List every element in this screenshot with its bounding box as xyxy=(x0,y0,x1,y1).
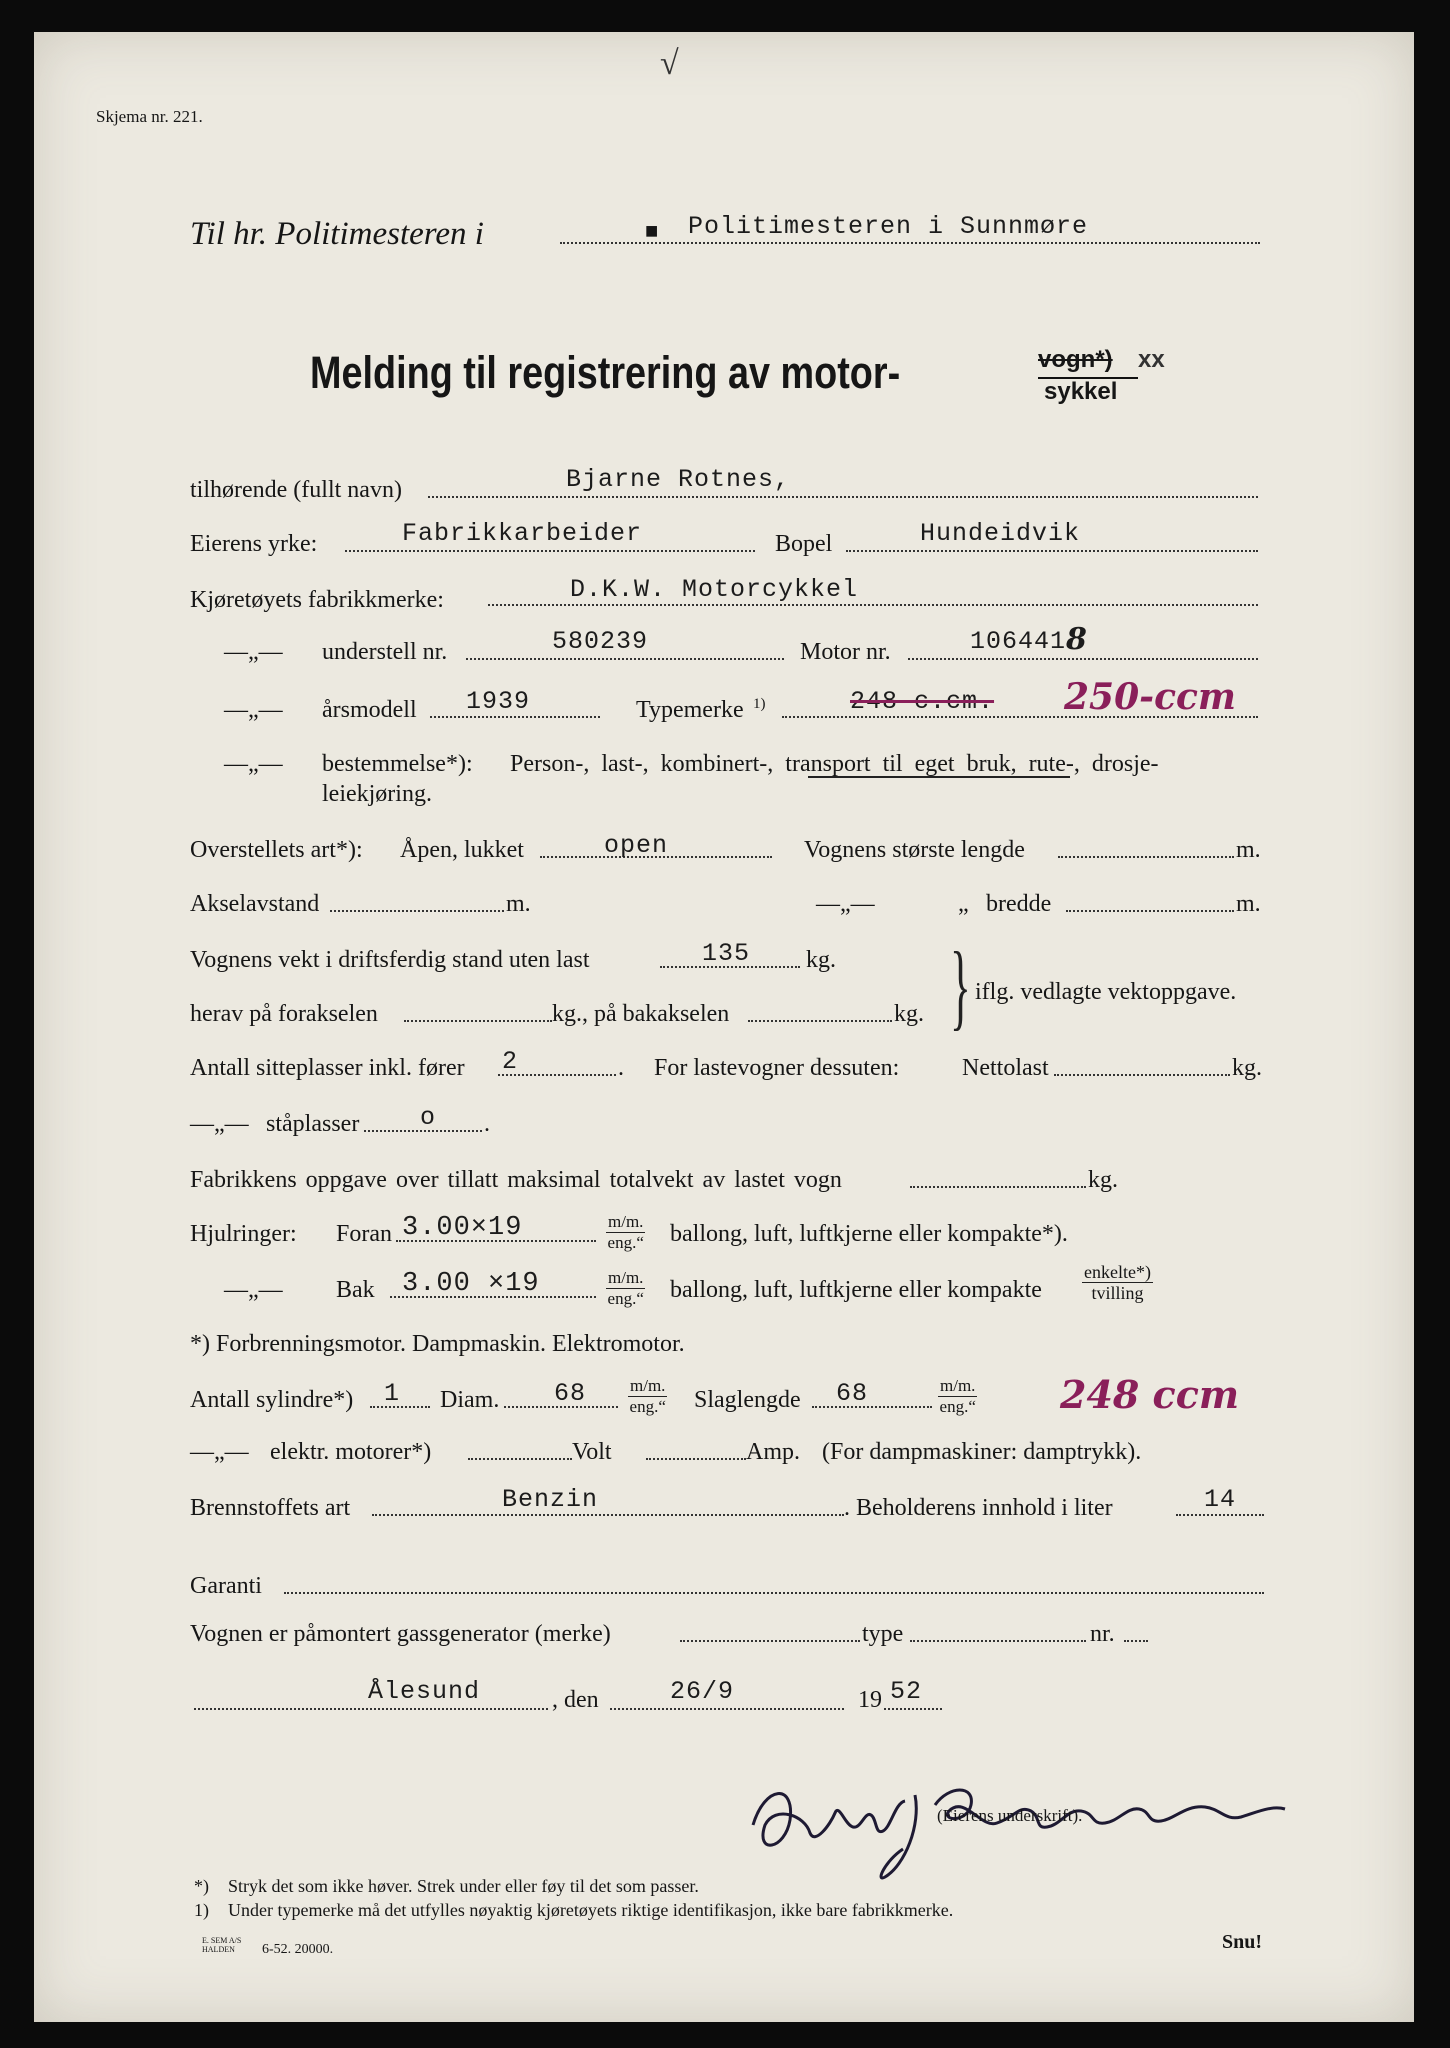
fuel-line xyxy=(372,1514,844,1516)
type-handwritten-value[interactable]: 250-ccm xyxy=(1064,676,1237,718)
fuel-label: Brennstoffets art xyxy=(190,1495,351,1521)
body-value[interactable]: open xyxy=(604,831,669,860)
motor-corrected-digit: 8 xyxy=(1066,622,1087,657)
residence-value[interactable]: Hundeidvik xyxy=(920,519,1081,548)
motor-label: Motor nr. xyxy=(800,639,891,665)
gas-nr-line xyxy=(1124,1640,1148,1642)
single-twin-option: enkelte*) tvilling xyxy=(1084,1262,1151,1303)
type-struck-value: 248 c.cm. xyxy=(850,687,995,716)
front-wheel-label: Foran xyxy=(336,1221,392,1247)
turn-over-note: Snu! xyxy=(1222,1931,1263,1953)
engine-types-note: *) Forbrenningsmotor. Dampmaskin. Elektromotor. xyxy=(190,1331,685,1357)
steam-note: (For dampmaskiner: damptrykk). xyxy=(822,1439,1142,1465)
stroke-line xyxy=(812,1406,932,1408)
stroke-value[interactable]: 68 xyxy=(836,1379,869,1408)
wheels-label: Hjulringer: xyxy=(190,1221,297,1247)
year-value[interactable]: 1939 xyxy=(466,687,531,716)
axle-unit: m. xyxy=(506,891,531,917)
occupation-label: Eierens yrke: xyxy=(190,531,318,557)
axle-label: Akselavstand xyxy=(190,891,320,917)
gas-type-line xyxy=(910,1640,1086,1642)
stroke-label: Slaglengde xyxy=(694,1387,801,1413)
diameter-value[interactable]: 68 xyxy=(554,1379,587,1408)
front-axle-line xyxy=(404,1020,552,1022)
max-weight-unit: kg. xyxy=(1088,1167,1118,1193)
fuel-value[interactable]: Benzin xyxy=(502,1485,599,1514)
printer-code: 6-52. 20000. xyxy=(262,1942,334,1957)
amp-line xyxy=(646,1458,746,1460)
weight-brace: } xyxy=(950,932,971,1039)
year-prefix: 19 xyxy=(858,1687,882,1713)
form-number: Skjema nr. 221. xyxy=(96,107,203,126)
front-axle-label: herav på forakselen xyxy=(190,1001,378,1027)
stroke-unit: m/m. eng.“ xyxy=(939,1376,976,1416)
ditto-purpose: —„— xyxy=(224,751,283,777)
motor-line xyxy=(908,658,1258,660)
date-year-value[interactable]: 52 xyxy=(890,1677,923,1706)
standing-label: ståplasser xyxy=(266,1111,360,1137)
year-line xyxy=(430,716,600,718)
check-mark: √ xyxy=(660,45,679,82)
weight-note: iflg. vedlagte vektoppgave. xyxy=(975,979,1237,1005)
rear-wheel-label: Bak xyxy=(336,1277,375,1303)
tank-value[interactable]: 14 xyxy=(1204,1485,1237,1514)
front-wheel-unit: m/m. eng.“ xyxy=(607,1212,644,1252)
body-label: Overstellets art*): xyxy=(190,837,363,863)
diameter-label: Diam. xyxy=(440,1387,500,1413)
addressee-line xyxy=(560,242,1260,244)
printer-name: E. SEM A/S xyxy=(202,1936,242,1945)
place-line xyxy=(194,1708,548,1710)
footnote-2-text: Under typemerke må det utfylles nøyaktig kjøretøyets riktige identifikasjon, ikke bare fabrikkmerke. xyxy=(228,1900,954,1920)
cylinders-label: Antall sylindre*) xyxy=(190,1387,354,1413)
chassis-label: understell nr. xyxy=(322,639,448,665)
title-option-vogn: vogn*) xyxy=(1038,346,1113,373)
width-line xyxy=(1066,910,1234,912)
length-label: Vognens største lengde xyxy=(804,837,1025,863)
purpose-label: bestemmelse*): xyxy=(322,751,473,777)
footnote-1-mark: *) xyxy=(194,1876,209,1896)
make-value[interactable]: D.K.W. Motorcykkel xyxy=(570,575,859,604)
chassis-line xyxy=(466,658,784,660)
signature-label: (Eierens underskrift). xyxy=(937,1806,1083,1825)
chassis-value[interactable]: 580239 xyxy=(552,627,649,656)
tank-label: . Beholderens innhold i liter xyxy=(844,1495,1113,1521)
gas-nr-label: nr. xyxy=(1090,1621,1115,1647)
purpose-options-cont: leiekjøring. xyxy=(322,781,432,807)
handwritten-volume: 248 ccm xyxy=(1060,1372,1240,1417)
purpose-options: Person-, last-, kombinert-, transport til eget bruk, rute-, drosje- xyxy=(510,751,1159,777)
net-load-line xyxy=(1054,1074,1230,1076)
occupation-value[interactable]: Fabrikkarbeider xyxy=(402,519,643,548)
tank-line xyxy=(1176,1514,1264,1516)
owner-name-label: tilhørende (fullt navn) xyxy=(190,477,402,503)
axle-line xyxy=(330,910,504,912)
guarantee-line xyxy=(284,1592,1264,1594)
date-year-line xyxy=(884,1708,942,1710)
type-footnote-mark: 1) xyxy=(753,696,766,712)
owner-name-line xyxy=(428,496,1258,498)
seats-dot: . xyxy=(618,1055,624,1081)
ditto-rear-wheel: —„— xyxy=(224,1277,283,1303)
rear-wheel-types: ballong, luft, luftkjerne eller kompakte xyxy=(670,1277,1042,1303)
ditto-electric: —„— xyxy=(190,1439,249,1465)
printer-city: HALDEN xyxy=(202,1945,235,1954)
year-label: årsmodell xyxy=(322,697,417,723)
place-value[interactable]: Ålesund xyxy=(368,1677,481,1706)
gas-generator-line xyxy=(680,1640,860,1642)
front-wheel-value[interactable]: 3.00×19 xyxy=(402,1213,523,1243)
residence-label: Bopel xyxy=(775,531,833,557)
length-line xyxy=(1058,856,1234,858)
length-unit: m. xyxy=(1236,837,1261,863)
rear-wheel-unit: m/m. eng.“ xyxy=(607,1268,644,1308)
volt-label: Volt xyxy=(572,1439,612,1465)
date-line xyxy=(610,1708,844,1710)
occupation-line xyxy=(345,550,755,552)
purpose-underline xyxy=(808,776,1070,778)
rear-wheel-value[interactable]: 3.00 ×19 xyxy=(402,1269,540,1299)
gas-type-label: type xyxy=(862,1621,904,1647)
weight-value[interactable]: 135 xyxy=(702,939,751,968)
addressee-label: Til hr. Politimesteren i xyxy=(190,216,484,252)
footnote-2-mark: 1) xyxy=(194,1900,209,1920)
title-option-strike: xx xyxy=(1138,346,1165,373)
footnote-1-text: Stryk det som ikke høver. Strek under eller føy til det som passer. xyxy=(228,1876,699,1896)
motor-value[interactable]: 106441 xyxy=(970,627,1067,656)
width-unit: m. xyxy=(1236,891,1261,917)
ditto-year: —„— xyxy=(224,697,283,723)
net-load-label: Nettolast xyxy=(962,1055,1049,1081)
residence-line xyxy=(846,550,1258,552)
guarantee-label: Garanti xyxy=(190,1573,262,1599)
width-ditto-quote: „ xyxy=(958,891,969,917)
rear-axle-line xyxy=(748,1020,892,1022)
amp-label: Amp. xyxy=(746,1439,800,1465)
weight-label: Vognens vekt i driftsferdig stand uten last xyxy=(190,947,590,973)
volt-line xyxy=(468,1458,572,1460)
ditto-width: —„— xyxy=(816,891,875,917)
body-options: Åpen, lukket xyxy=(400,837,524,863)
standing-value[interactable]: o xyxy=(420,1103,437,1132)
bullet-mark: ■ xyxy=(645,218,659,243)
net-load-unit: kg. xyxy=(1232,1055,1262,1081)
max-weight-label: Fabrikkens oppgave over tillatt maksimal totalvekt av lastet vogn xyxy=(190,1167,842,1193)
addressee-value[interactable]: Politimesteren i Sunnmøre xyxy=(688,212,1089,241)
date-value[interactable]: 26/9 xyxy=(670,1677,735,1706)
seats-label: Antall sitteplasser inkl. fører xyxy=(190,1055,465,1081)
electric-label: elektr. motorer*) xyxy=(270,1439,432,1465)
cargo-label: For lastevogner dessuten: xyxy=(654,1055,900,1081)
seats-value[interactable]: 2 xyxy=(502,1047,519,1076)
form-title: Melding til registrering av motor- xyxy=(310,347,901,398)
make-label: Kjøretøyets fabrikkmerke: xyxy=(190,587,444,613)
date-label: , den xyxy=(552,1687,599,1713)
type-label: Typemerke xyxy=(636,697,744,723)
standing-dot: . xyxy=(484,1111,490,1137)
make-line xyxy=(488,604,1258,606)
diameter-unit: m/m. eng.“ xyxy=(629,1376,666,1416)
cylinders-value[interactable]: 1 xyxy=(384,1379,401,1408)
ditto-chassis: —„— xyxy=(224,639,283,665)
width-label: bredde xyxy=(986,891,1052,917)
title-option-sykkel: sykkel xyxy=(1044,378,1118,405)
max-weight-line xyxy=(910,1186,1086,1188)
rear-axle-label: kg., på bakakselen xyxy=(552,1001,730,1027)
front-wheel-types: ballong, luft, luftkjerne eller kompakte*). xyxy=(670,1221,1068,1247)
weight-unit: kg. xyxy=(806,947,836,973)
ditto-standing: —„— xyxy=(190,1111,249,1137)
gas-generator-label: Vognen er påmontert gassgenerator (merke) xyxy=(190,1621,611,1647)
owner-name-value[interactable]: Bjarne Rotnes, xyxy=(566,465,791,494)
rear-axle-unit: kg. xyxy=(894,1001,924,1027)
